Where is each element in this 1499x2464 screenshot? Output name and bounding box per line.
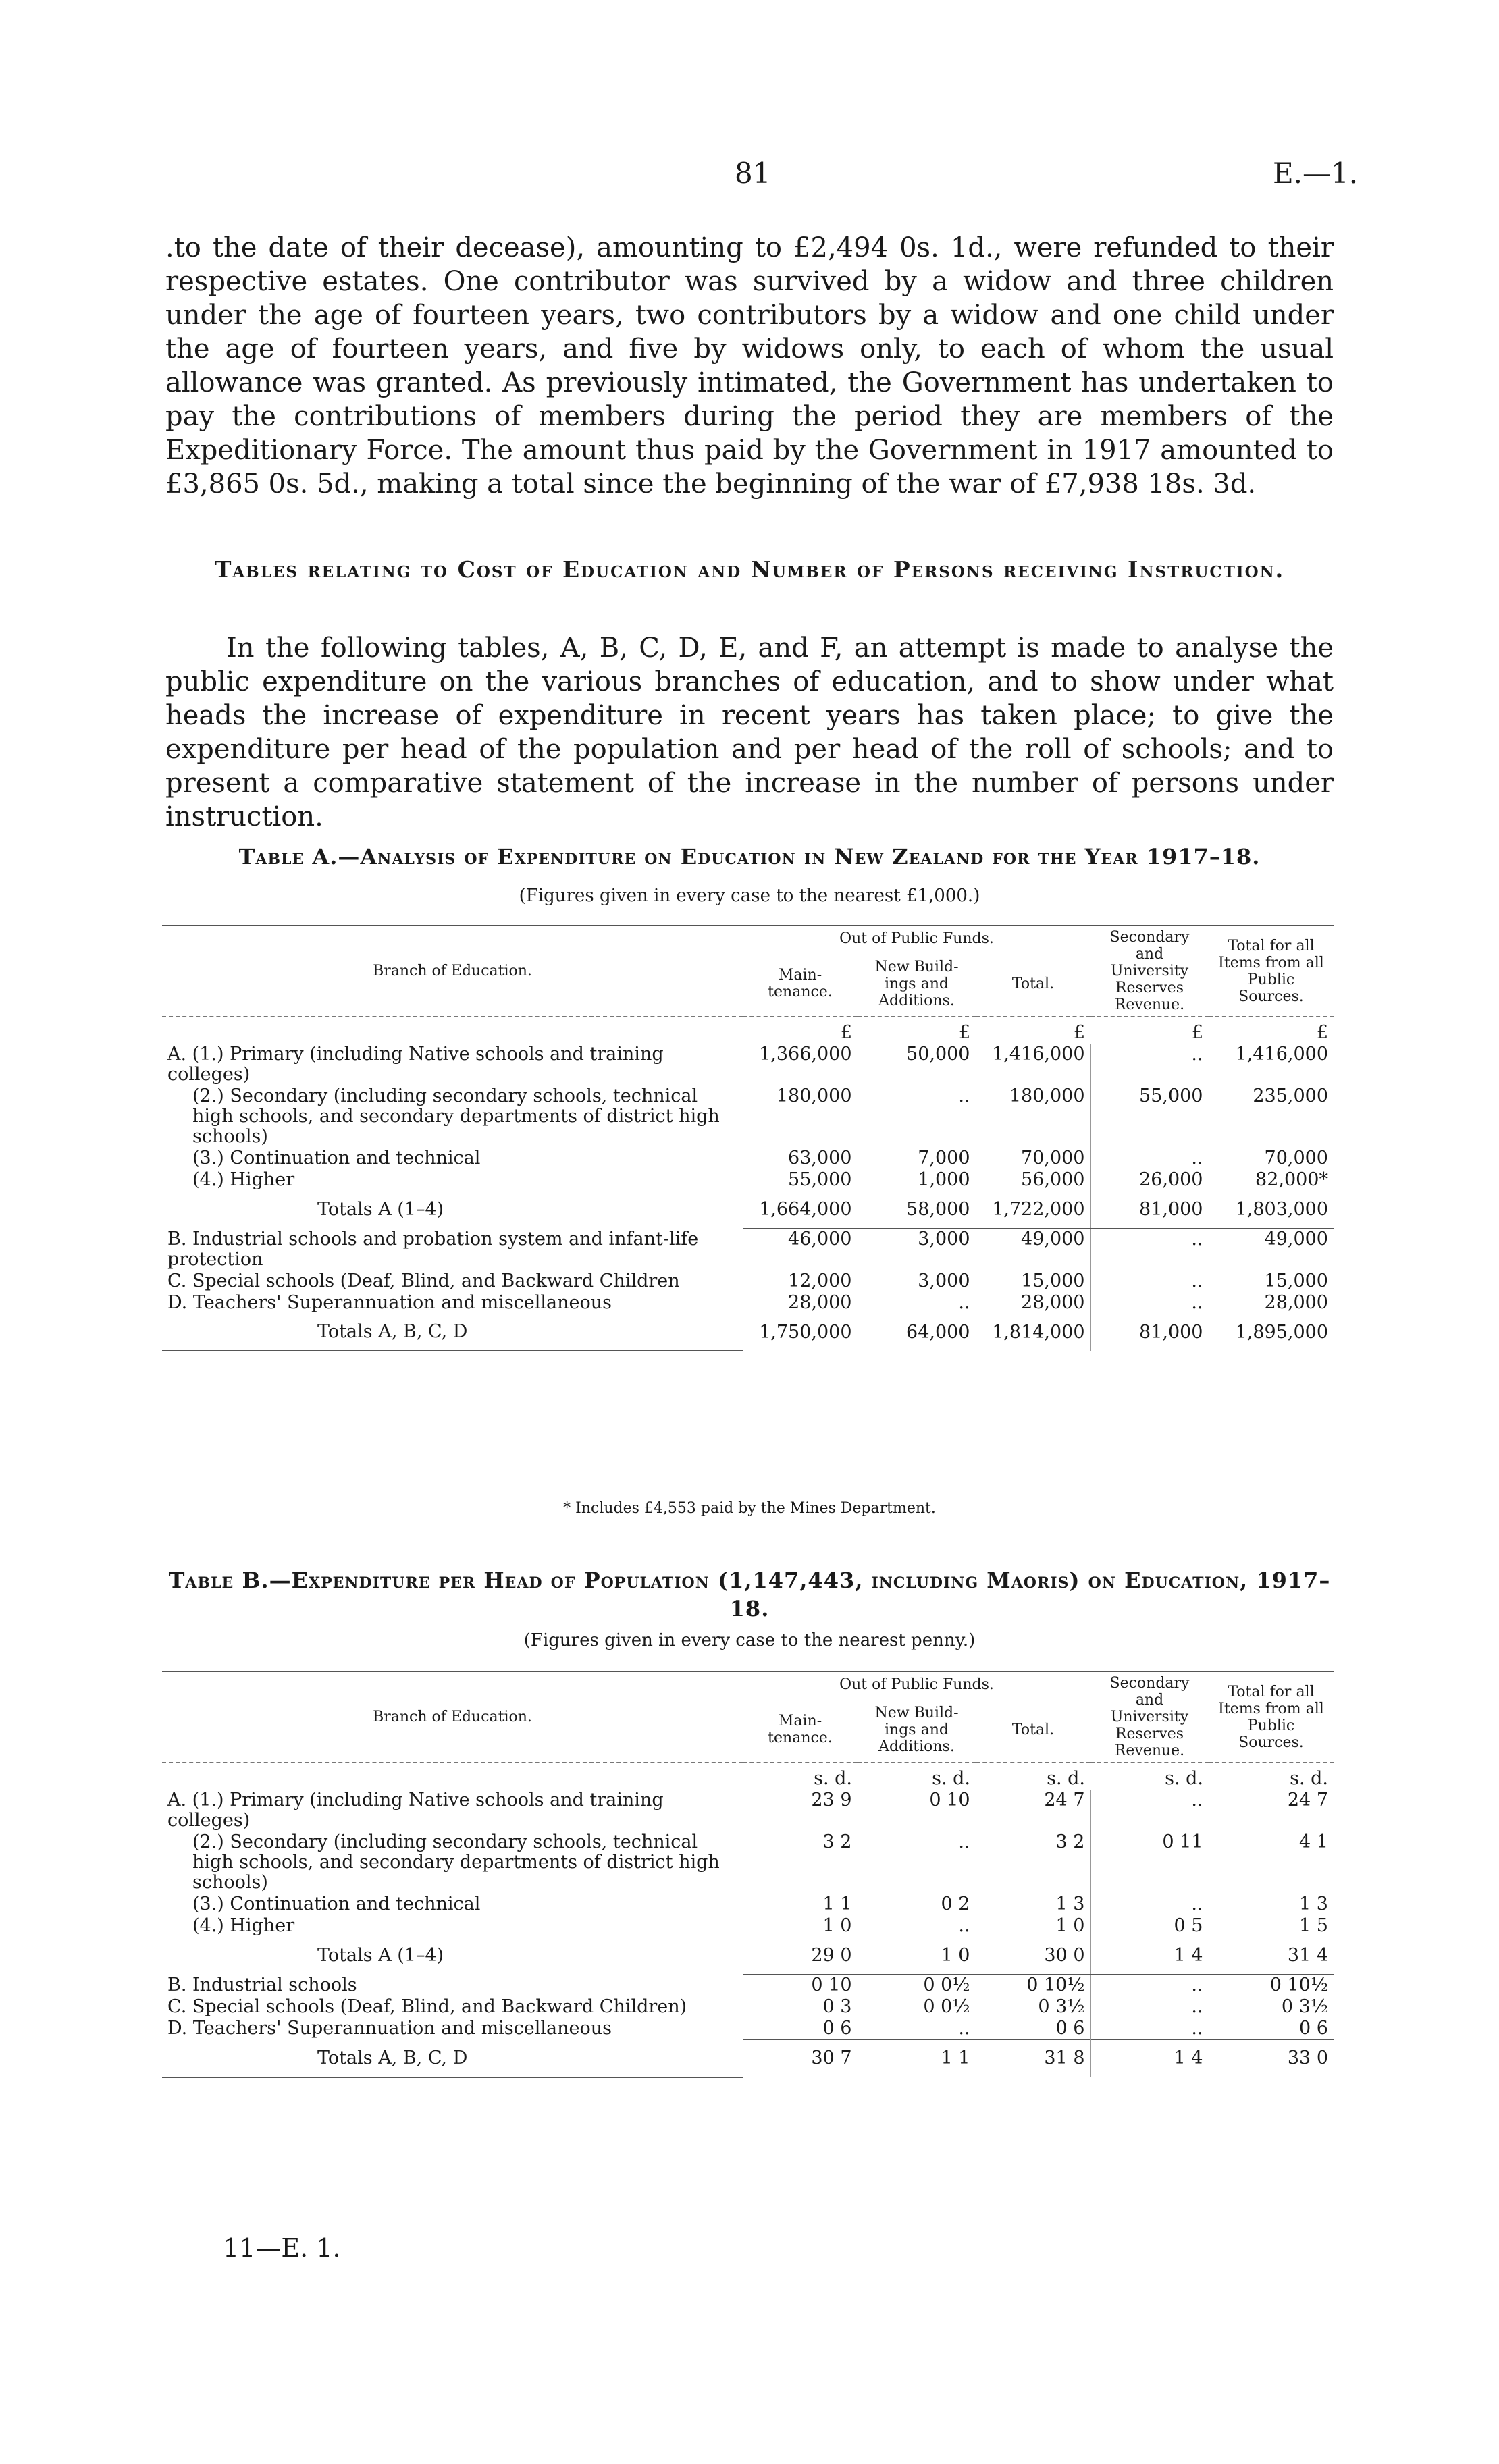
cell: 1,416,000: [976, 1044, 1090, 1086]
table-row: [162, 1975, 1334, 1997]
table-row: [162, 1270, 1334, 1292]
cell: ..: [1090, 1975, 1209, 1997]
cell: 24 7: [976, 1790, 1090, 1831]
cell: 58,000: [858, 1191, 976, 1229]
cell: 15,000: [1209, 1270, 1334, 1292]
table-a-title: Table A.—Analysis of Expenditure on Education in New Zealand for the Year 1917–18.: [238, 844, 1261, 869]
cell: 33 0: [1209, 2040, 1334, 2077]
table-a-header-new-buildings: New Build-ings and Additions.: [874, 958, 959, 1009]
unit-label: s. d.: [1290, 1768, 1328, 1789]
cell: 50,000: [858, 1044, 976, 1086]
table-b-header-branch: Branch of Education.: [162, 1671, 743, 1763]
table-b-total-row: [162, 2040, 1334, 2077]
cell: 0 10½: [1209, 1975, 1334, 1997]
cell: 1 0: [858, 1937, 976, 1975]
row-label: Totals A (1–4): [317, 1944, 444, 1966]
cell: 1 4: [1090, 1937, 1209, 1975]
cell: 1,750,000: [743, 1314, 858, 1351]
row-label: Totals A, B, C, D: [162, 1314, 743, 1351]
unit-label: £: [1316, 1022, 1328, 1043]
cell: 28,000: [976, 1292, 1090, 1314]
cell: 0 3½: [1209, 1996, 1334, 2018]
cell: ..: [1090, 1996, 1209, 2018]
table-row: [162, 1148, 1334, 1169]
table-a-header-reserves: Secondary and University Reserves Revenue.: [1090, 926, 1209, 1017]
cell: 63,000: [743, 1148, 858, 1169]
unit-label: s. d.: [1165, 1768, 1203, 1789]
section-paragraph: In the following tables, A, B, C, D, E, and F, an attempt is made to analyse the public expenditure on the various branches of education, and to show under what heads the increase of expenditure in recent years has taken place; to give the expenditure per head of the population and per head of the roll of schools; and to present a comparative statement of the increase in the number of persons under instruction.: [165, 633, 1334, 832]
cell: 235,000: [1209, 1086, 1334, 1148]
row-label: A. (1.) Primary (including Native schools and training colleges): [167, 1044, 664, 1085]
row-label: (2.) Secondary (including secondary schools, technical high schools, and secondary departments of district high schools): [192, 1831, 720, 1893]
cell: 0 0½: [858, 1996, 976, 2018]
cell: 70,000: [1209, 1148, 1334, 1169]
row-label: (3.) Continuation and technical: [192, 1894, 481, 1914]
table-row: [162, 1229, 1334, 1270]
table-b-subtitle: (Figures given in every case to the nearest penny.): [523, 1630, 976, 1651]
cell: 1 1: [858, 2040, 976, 2077]
cell: 1,814,000: [976, 1314, 1090, 1351]
table-b-title: Table B.—Expenditure per Head of Population (1,147,443, including Maoris) on Education, 1917–18.: [168, 1568, 1331, 1622]
unit-label: s. d.: [814, 1768, 852, 1789]
table-a-header-total-all: Total for all Items from all Public Sources.: [1209, 926, 1334, 1017]
table-row: [162, 2018, 1334, 2040]
cell: ..: [1090, 1148, 1209, 1169]
cell: 49,000: [1209, 1229, 1334, 1270]
section-title: Tables relating to Cost of Education and Number of Persons receiving Instruction.: [214, 556, 1285, 583]
table-b-units-row: [162, 1763, 1334, 1790]
row-label: C. Special schools (Deaf, Blind, and Backward Children: [167, 1270, 680, 1291]
cell: 0 10½: [976, 1975, 1090, 1997]
cell: 64,000: [858, 1314, 976, 1351]
cell: 1 3: [976, 1894, 1090, 1915]
cell: 1,000: [858, 1169, 976, 1191]
cell: 0 2: [858, 1894, 976, 1915]
cell: 3,000: [858, 1229, 976, 1270]
table-a-total-row: [162, 1314, 1334, 1351]
cell: 28,000: [743, 1292, 858, 1314]
cell: 0 6: [1209, 2018, 1334, 2040]
cell: ..: [1090, 1229, 1209, 1270]
row-label: Totals A (1–4): [317, 1198, 444, 1220]
unit-label: £: [840, 1022, 852, 1043]
cell: 30 7: [743, 2040, 858, 2077]
cell: 1 4: [1090, 2040, 1209, 2077]
cell: 12,000: [743, 1270, 858, 1292]
page-number: 81: [735, 157, 771, 190]
cell: 0 0½: [858, 1975, 976, 1997]
cell: 70,000: [976, 1148, 1090, 1169]
cell: 56,000: [976, 1169, 1090, 1191]
cell: 30 0: [976, 1937, 1090, 1975]
cell: 0 10: [858, 1790, 976, 1831]
footer-reference: 11—E. 1.: [223, 2233, 341, 2263]
table-row: [162, 1292, 1334, 1314]
table-b-header-new-buildings: New Build-ings and Additions.: [874, 1704, 959, 1755]
cell: 3 2: [743, 1831, 858, 1894]
cell: 180,000: [976, 1086, 1090, 1148]
cell: 46,000: [743, 1229, 858, 1270]
cell: 81,000: [1090, 1314, 1209, 1351]
row-label: B. Industrial schools: [167, 1974, 357, 1996]
row-label: C. Special schools (Deaf, Blind, and Backward Children): [167, 1996, 687, 2017]
cell: 15,000: [976, 1270, 1090, 1292]
table-a-header-public-funds: Out of Public Funds.: [743, 926, 1090, 952]
cell: 1,366,000: [743, 1044, 858, 1086]
cell: 3,000: [858, 1270, 976, 1292]
cell: 23 9: [743, 1790, 858, 1831]
table-a-subtitle: (Figures given in every case to the nearest £1,000.): [519, 886, 980, 906]
cell: 1,895,000: [1209, 1314, 1334, 1351]
cell: ..: [1090, 1270, 1209, 1292]
table-row: [162, 1169, 1334, 1191]
cell: ..: [1090, 1044, 1209, 1086]
row-label: (4.) Higher: [192, 1915, 295, 1936]
cell: ..: [858, 1292, 976, 1314]
cell: ..: [1090, 1790, 1209, 1831]
table-row: [162, 1831, 1334, 1894]
cell: 55,000: [743, 1169, 858, 1191]
cell: 0 3½: [976, 1996, 1090, 2018]
table-a-units-row: [162, 1017, 1334, 1044]
row-label: (3.) Continuation and technical: [192, 1148, 481, 1169]
cell: 0 11: [1090, 1831, 1209, 1894]
row-label: B. Industrial schools and probation system and infant-life protection: [167, 1228, 699, 1270]
cell: 180,000: [743, 1086, 858, 1148]
cell: 1 3: [1209, 1894, 1334, 1915]
cell: 0 6: [743, 2018, 858, 2040]
cell: 1,416,000: [1209, 1044, 1334, 1086]
cell: 1,664,000: [743, 1191, 858, 1229]
table-a: [162, 925, 1334, 1351]
table-a-header-maintenance: Main-tenance.: [768, 967, 833, 1001]
table-b: [162, 1671, 1334, 2078]
row-label: Totals A, B, C, D: [162, 2040, 743, 2077]
table-row: [162, 1894, 1334, 1915]
table-b-header-total: Total.: [1011, 1721, 1055, 1738]
cell: 4 1: [1209, 1831, 1334, 1894]
unit-label: s. d.: [1047, 1768, 1085, 1789]
table-row: [162, 1044, 1334, 1086]
table-b-header-public-funds: Out of Public Funds.: [743, 1671, 1090, 1698]
cell: 3 2: [976, 1831, 1090, 1894]
cell: ..: [858, 1915, 976, 1937]
cell: ..: [858, 2018, 976, 2040]
page-header: [0, 157, 1499, 197]
document-reference: E.—1.: [1273, 157, 1359, 190]
cell: 24 7: [1209, 1790, 1334, 1831]
cell: 28,000: [1209, 1292, 1334, 1314]
table-a-header-branch: Branch of Education.: [162, 926, 743, 1017]
cell: 81,000: [1090, 1191, 1209, 1229]
table-a-footnote: * Includes £4,553 paid by the Mines Department.: [563, 1500, 936, 1517]
cell: 0 5: [1090, 1915, 1209, 1937]
cell: 82,000*: [1209, 1169, 1334, 1191]
cell: 29 0: [743, 1937, 858, 1975]
cell: 1,803,000: [1209, 1191, 1334, 1229]
cell: 1 0: [743, 1915, 858, 1937]
row-label: D. Teachers' Superannuation and miscellaneous: [167, 2018, 612, 2039]
cell: 1 0: [976, 1915, 1090, 1937]
cell: ..: [858, 1086, 976, 1148]
cell: 31 4: [1209, 1937, 1334, 1975]
table-b-header-maintenance: Main-tenance.: [768, 1713, 833, 1747]
unit-label: s. d.: [932, 1768, 970, 1789]
table-b-header-reserves: Secondary and University Reserves Revenue.: [1090, 1671, 1209, 1763]
table-a-header-total: Total.: [1011, 975, 1055, 992]
row-label: D. Teachers' Superannuation and miscellaneous: [167, 1291, 612, 1313]
unit-label: £: [1073, 1022, 1085, 1043]
cell: 26,000: [1090, 1169, 1209, 1191]
table-b-subtotal-row: [162, 1937, 1334, 1975]
table-row: [162, 1790, 1334, 1831]
cell: 55,000: [1090, 1086, 1209, 1148]
cell: 0 6: [976, 2018, 1090, 2040]
cell: ..: [858, 1831, 976, 1894]
cell: ..: [1090, 1894, 1209, 1915]
cell: 0 3: [743, 1996, 858, 2018]
cell: 1 5: [1209, 1915, 1334, 1937]
table-row: [162, 1915, 1334, 1937]
intro-paragraph: .to the date of their decease), amounting to £2,494 0s. 1d., were refunded to their respective estates. One contributor was survived by a widow and three children under the age of fourteen years, two contributors by a widow and one child under the age of fourteen years, and five by widows only, to each of whom the usual allowance was granted. As previously intimated, the Government has undertaken to pay the contributions of members during the period they are members of the Expeditionary Force. The amount thus paid by the Government in 1917 amounted to £3,865 0s. 5d., making a total since the beginning of the war of £7,938 18s. 3d.: [165, 232, 1334, 500]
cell: ..: [1090, 2018, 1209, 2040]
row-label: (2.) Secondary (including secondary schools, technical high schools, and secondary departments of district high schools): [192, 1086, 720, 1147]
row-label: A. (1.) Primary (including Native schools and training colleges): [167, 1790, 664, 1831]
unit-label: £: [1191, 1022, 1203, 1043]
cell: 0 10: [743, 1975, 858, 1997]
cell: 49,000: [976, 1229, 1090, 1270]
row-label: (4.) Higher: [192, 1169, 295, 1190]
cell: 1,722,000: [976, 1191, 1090, 1229]
table-row: [162, 1996, 1334, 2018]
cell: 1 1: [743, 1894, 858, 1915]
cell: ..: [1090, 1292, 1209, 1314]
cell: 7,000: [858, 1148, 976, 1169]
table-b-header-total-all: Total for all Items from all Public Sources.: [1209, 1671, 1334, 1763]
unit-label: £: [958, 1022, 970, 1043]
cell: 31 8: [976, 2040, 1090, 2077]
table-a-subtotal-row: [162, 1191, 1334, 1229]
table-row: [162, 1086, 1334, 1148]
